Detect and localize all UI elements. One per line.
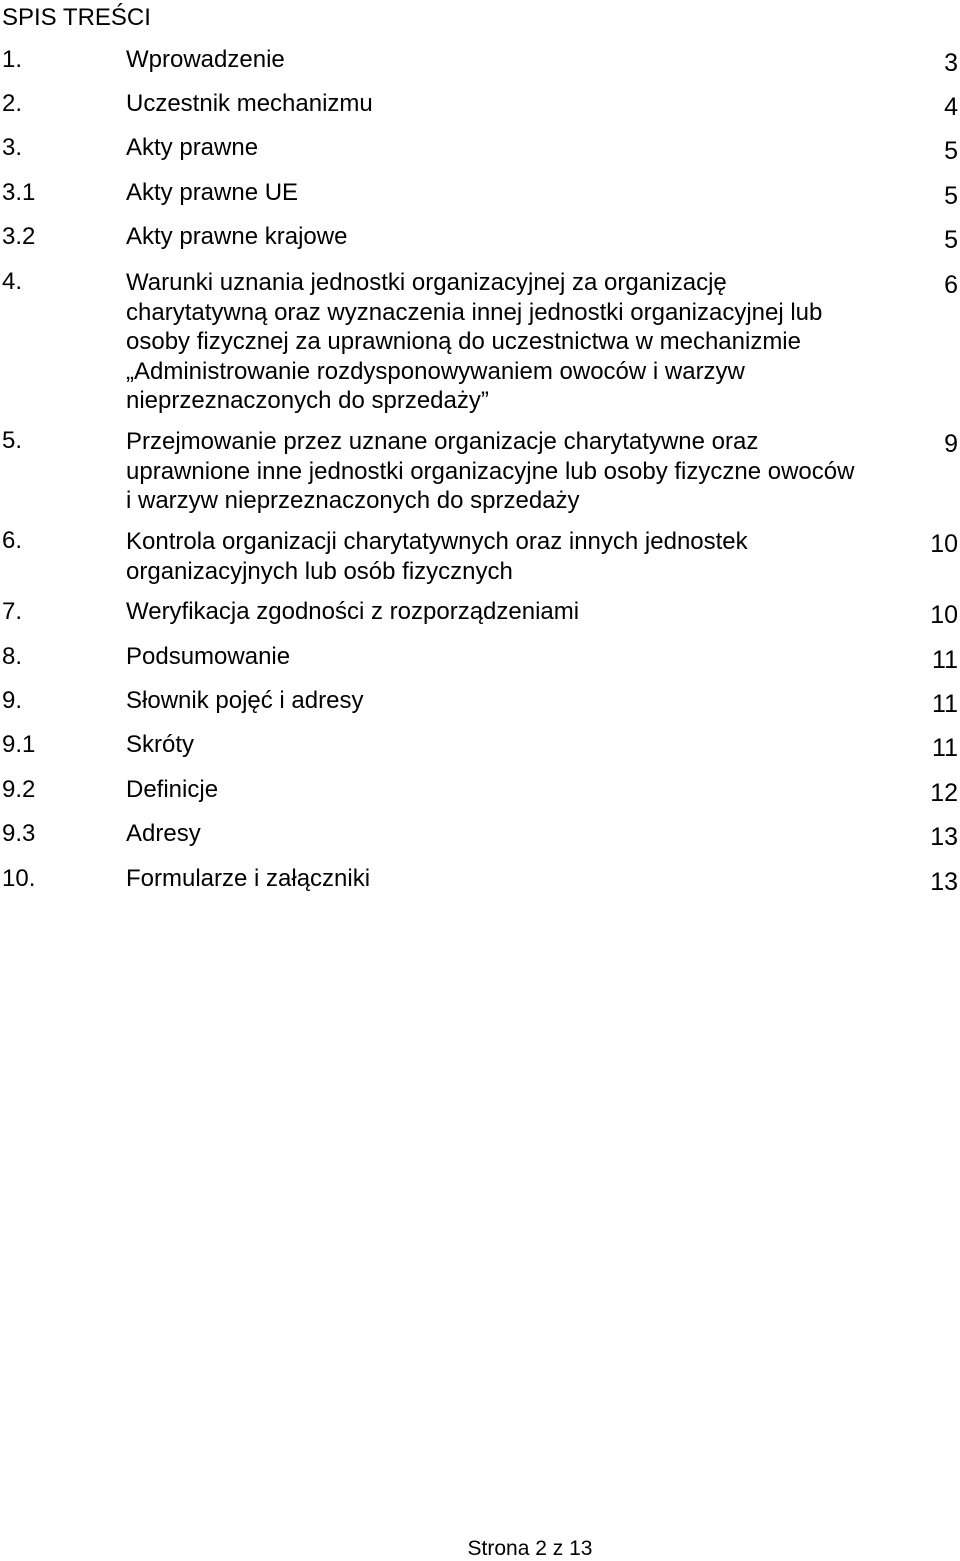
toc-entry-title[interactable]: Weryfikacja zgodności z rozporządzeniami xyxy=(126,598,580,625)
toc-entry-page: 5 xyxy=(944,226,958,254)
toc-entry-title[interactable]: Akty prawne UE xyxy=(126,179,299,206)
toc-entry-title[interactable]: Adresy xyxy=(126,820,201,847)
toc-entry-title[interactable]: Akty prawne xyxy=(126,134,259,161)
toc-entry-page: 6 xyxy=(944,271,958,299)
toc-entry-page: 3 xyxy=(944,49,958,77)
toc-entry-page: 13 xyxy=(930,868,958,896)
toc-entry-title[interactable]: Akty prawne krajowe xyxy=(126,223,348,250)
page-footer: Strona 2 z 13 xyxy=(467,1537,593,1560)
toc-entry-page: 5 xyxy=(944,137,958,165)
toc-entry-title[interactable]: Skróty xyxy=(126,731,195,758)
toc-entry-title[interactable]: Kontrola organizacji charytatywnych oraz innych jednostek organizacyjnych lub osób fizycznych xyxy=(126,528,748,585)
toc-entry-number: 3.2 xyxy=(2,223,36,250)
toc-entry-page: 13 xyxy=(930,823,958,851)
toc-entry-number: 1. xyxy=(2,46,23,73)
toc-entry-number: 3.1 xyxy=(2,179,36,206)
toc-entry-title[interactable]: Warunki uznania jednostki organizacyjnej za organizację charytatywną oraz wyznaczenia innej jednostki organizacyjnej lub osoby fizycznej za uprawnioną do uczestnictwa w mechanizmie „Administrowanie rozdysponowywaniem owoców i warzyw nieprzeznaczonych do sprzedaży” xyxy=(126,269,823,414)
toc-entry-title[interactable]: Formularze i załączniki xyxy=(126,865,371,892)
toc-entry-number: 9.3 xyxy=(2,820,36,847)
toc-entry-number: 9.1 xyxy=(2,731,36,758)
toc-entry-title[interactable]: Przejmowanie przez uznane organizacje charytatywne oraz uprawnione inne jednostki organizacyjne lub osoby fizyczne owoców i warzyw nieprzeznaczonych do sprzedaży xyxy=(126,428,855,514)
toc-entry-page: 5 xyxy=(944,182,958,210)
toc-entry-page: 11 xyxy=(932,646,958,674)
toc-entry-number: 8. xyxy=(2,643,23,670)
toc-entry-page: 9 xyxy=(944,430,958,458)
toc-entry-number: 5. xyxy=(2,427,23,454)
toc-entry-title[interactable]: Słownik pojęć i adresy xyxy=(126,687,364,714)
toc-entry-page: 4 xyxy=(944,93,958,121)
toc-entry-number: 9.2 xyxy=(2,776,36,803)
toc-entry-number: 3. xyxy=(2,134,23,161)
toc-entry-title[interactable]: Podsumowanie xyxy=(126,643,291,670)
page-title: SPIS TREŚCI xyxy=(2,4,151,31)
toc-entry-number: 10. xyxy=(2,865,36,892)
toc-entry-title[interactable]: Definicje xyxy=(126,776,219,803)
toc-entry-number: 4. xyxy=(2,268,23,295)
toc-entry-number: 7. xyxy=(2,598,23,625)
toc-entry-number: 6. xyxy=(2,527,23,554)
toc-entry-page: 10 xyxy=(930,601,958,629)
toc-entry-page: 11 xyxy=(932,690,958,718)
toc-entry-page: 12 xyxy=(930,779,958,807)
toc-entry-number: 9. xyxy=(2,687,23,714)
toc-entry-number: 2. xyxy=(2,90,23,117)
toc-entry-page: 10 xyxy=(930,530,958,558)
toc-entry-page: 11 xyxy=(932,734,958,762)
toc-entry-title[interactable]: Uczestnik mechanizmu xyxy=(126,90,373,117)
toc-entry-title[interactable]: Wprowadzenie xyxy=(126,46,285,73)
